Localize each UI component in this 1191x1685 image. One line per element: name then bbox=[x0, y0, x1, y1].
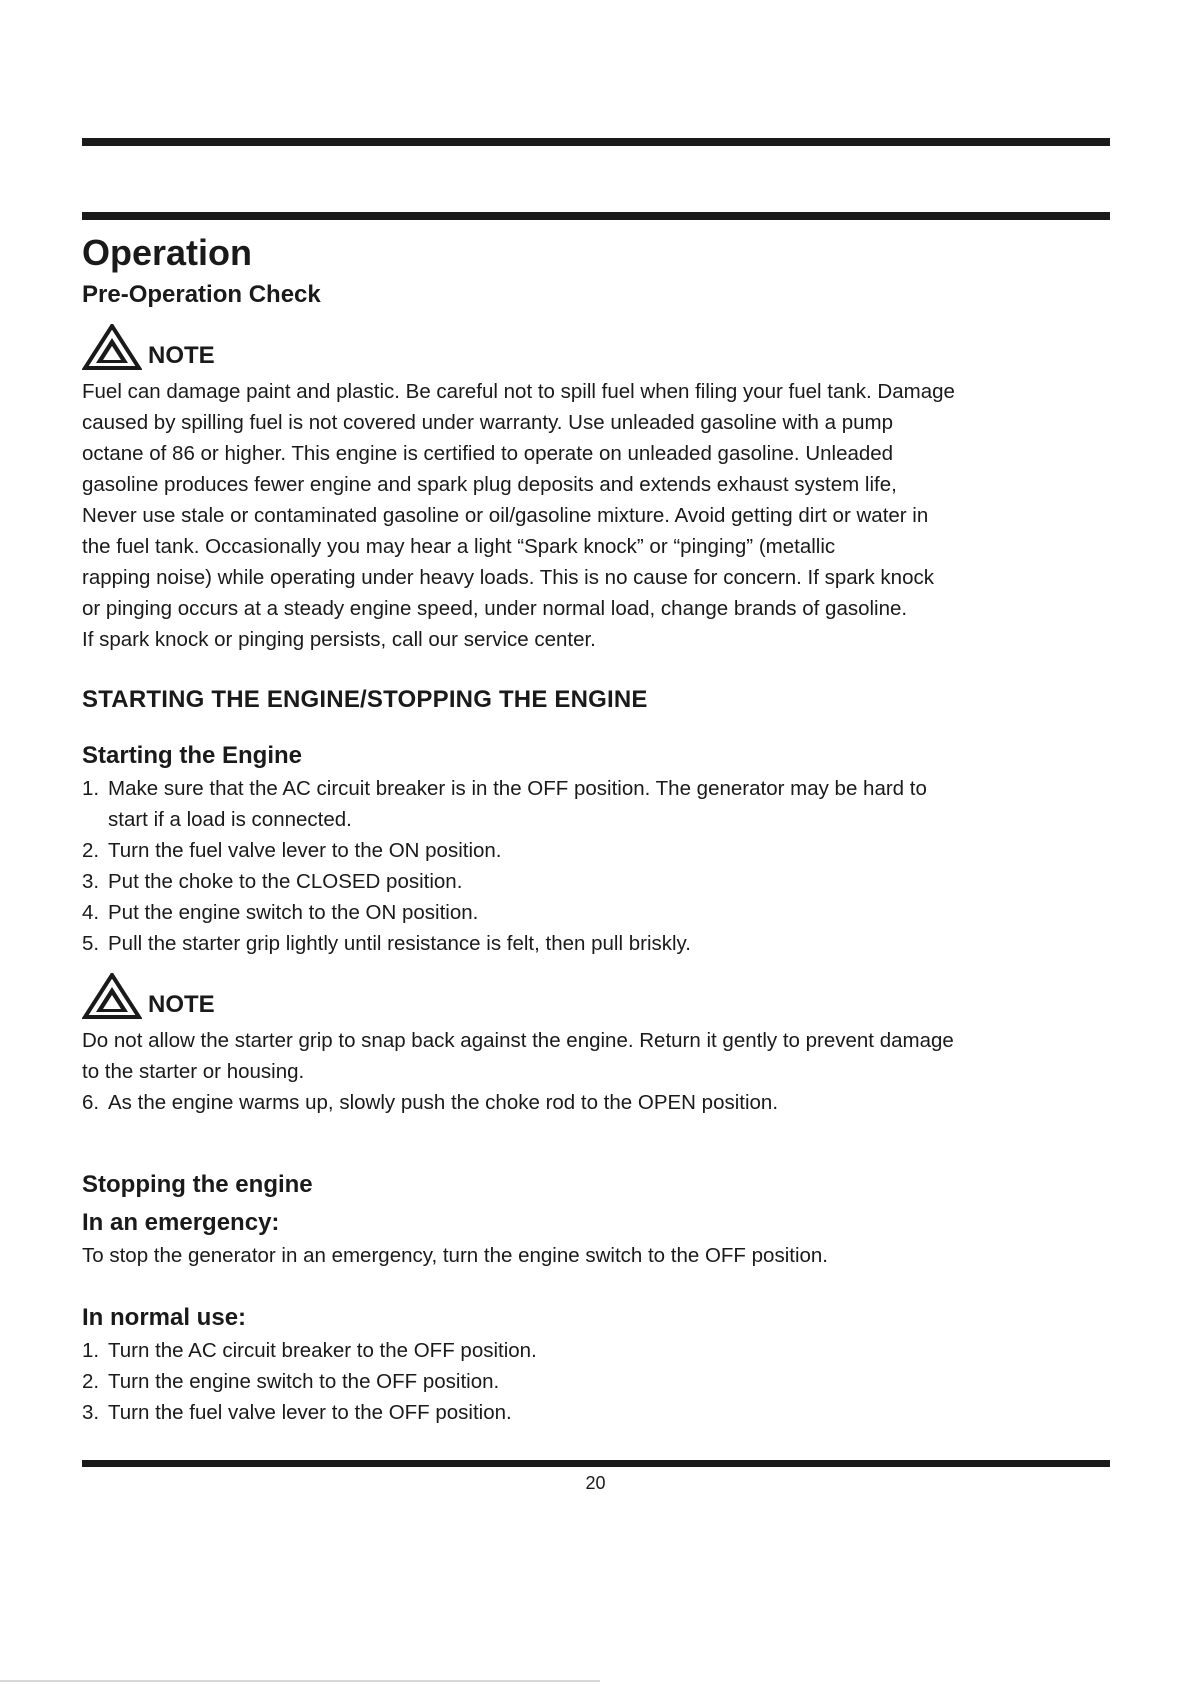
text-line: Fuel can damage paint and plastic. Be careful not to spill fuel when filing your fuel tank. Damage bbox=[82, 380, 955, 403]
step-text: Put the engine switch to the ON position. bbox=[108, 901, 479, 924]
list-item bbox=[82, 866, 1122, 897]
note-label: NOTE bbox=[148, 991, 215, 1018]
starting-steps bbox=[82, 773, 1122, 959]
starting-note-paragraph bbox=[82, 1025, 1122, 1087]
step-text-continued: start if a load is connected. bbox=[108, 808, 352, 831]
pre-operation-heading: Pre-Operation Check bbox=[82, 281, 321, 308]
list-item bbox=[82, 1335, 1122, 1366]
step-text: Turn the engine switch to the OFF position. bbox=[108, 1370, 500, 1393]
text-line: gasoline produces fewer engine and spark plug deposits and extends exhaust system life, bbox=[82, 473, 897, 496]
normal-use-heading: In normal use: bbox=[82, 1304, 247, 1331]
text-line: Never use stale or contaminated gasoline or oil/gasoline mixture. Avoid getting dirt or water in bbox=[82, 504, 929, 527]
list-item bbox=[82, 897, 1122, 928]
step-text: Make sure that the AC circuit breaker is in the OFF position. The generator may be hard to bbox=[108, 777, 927, 800]
page-title: Operation bbox=[82, 232, 253, 273]
text-line: the fuel tank. Occasionally you may hear a light “Spark knock” or “pinging” (metallic bbox=[82, 535, 836, 558]
step-text: Pull the starter grip lightly until resistance is felt, then pull briskly. bbox=[108, 932, 691, 955]
step-text: Put the choke to the CLOSED position. bbox=[108, 870, 463, 893]
step-number: 4. bbox=[82, 901, 100, 924]
starting-heading: Starting the Engine bbox=[82, 742, 303, 769]
note-label: NOTE bbox=[148, 342, 215, 369]
footer-rule bbox=[82, 1460, 1110, 1467]
list-item bbox=[82, 1366, 1122, 1397]
note-callout bbox=[82, 971, 1122, 1019]
list-item bbox=[82, 928, 1122, 959]
step-text: Turn the fuel valve lever to the OFF position. bbox=[108, 1401, 512, 1424]
top-rule bbox=[82, 138, 1110, 146]
stopping-heading: Stopping the engine bbox=[82, 1171, 313, 1198]
step-number: 2. bbox=[82, 839, 100, 862]
step-number: 1. bbox=[82, 777, 100, 800]
step-number: 3. bbox=[82, 870, 100, 893]
step-text: Turn the AC circuit breaker to the OFF position. bbox=[108, 1339, 537, 1362]
header-rule bbox=[82, 212, 1110, 220]
text-line: rapping noise) while operating under heavy loads. This is no cause for concern. If spark knock bbox=[82, 566, 934, 589]
emergency-heading: In an emergency: bbox=[82, 1209, 280, 1236]
pre-operation-paragraph bbox=[82, 376, 1122, 655]
step-number: 6. bbox=[82, 1091, 100, 1114]
step-number: 2. bbox=[82, 1370, 100, 1393]
warning-triangle-icon bbox=[82, 973, 142, 1019]
text-line: Do not allow the starter grip to snap back against the engine. Return it gently to prevent damage bbox=[82, 1029, 954, 1052]
text-line: or pinging occurs at a steady engine speed, under normal load, change brands of gasoline. bbox=[82, 597, 908, 620]
stopping-steps bbox=[82, 1335, 1122, 1428]
text-line: to the starter or housing. bbox=[82, 1060, 305, 1083]
step-number: 3. bbox=[82, 1401, 100, 1424]
page-content bbox=[82, 228, 1122, 1428]
step-number: 5. bbox=[82, 932, 100, 955]
text-line: If spark knock or pinging persists, call our service center. bbox=[82, 628, 596, 651]
scan-edge-line bbox=[0, 1680, 600, 1682]
list-item bbox=[82, 835, 1122, 866]
emergency-text: To stop the generator in an emergency, turn the engine switch to the OFF position. bbox=[82, 1244, 829, 1267]
step-text: Turn the fuel valve lever to the ON position. bbox=[108, 839, 502, 862]
list-item bbox=[82, 1087, 1122, 1118]
step-number: 1. bbox=[82, 1339, 100, 1362]
note-callout bbox=[82, 322, 1122, 370]
list-item bbox=[82, 773, 1122, 835]
warning-triangle-icon bbox=[82, 324, 142, 370]
list-item bbox=[82, 1397, 1122, 1428]
starting-step-6 bbox=[82, 1087, 1122, 1118]
text-line: caused by spilling fuel is not covered under warranty. Use unleaded gasoline with a pump bbox=[82, 411, 893, 434]
step-text: As the engine warms up, slowly push the choke rod to the OPEN position. bbox=[108, 1091, 779, 1114]
text-line: octane of 86 or higher. This engine is certified to operate on unleaded gasoline. Unleaded bbox=[82, 442, 894, 465]
section-heading: STARTING THE ENGINE/STOPPING THE ENGINE bbox=[82, 686, 648, 713]
page-number: 20 bbox=[585, 1473, 606, 1493]
